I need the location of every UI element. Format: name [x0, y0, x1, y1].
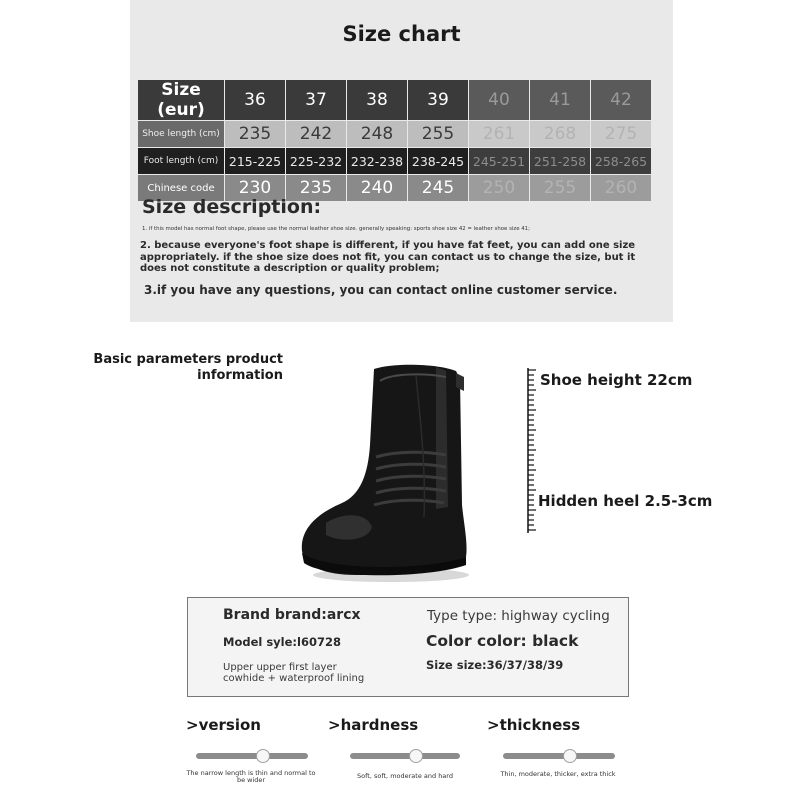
height-ruler	[526, 368, 538, 533]
table-cell: 225-232	[286, 148, 347, 175]
table-cell: 242	[286, 121, 347, 148]
table-cell: 245-251	[469, 148, 530, 175]
table-cell: 245	[408, 175, 469, 202]
version-track	[196, 753, 308, 759]
hidden-heel-label: Hidden heel 2.5-3cm	[538, 492, 713, 510]
parameters-heading-line-1: Basic parameters product	[93, 352, 283, 367]
table-cell: 260	[591, 175, 652, 202]
thickness-label: >thickness	[487, 716, 581, 734]
size-note-1: 1. if this model has normal foot shape, please use the normal leather shoe size. generally speaking: sports shoe size 42 = leather shoe size 41;	[142, 226, 530, 232]
table-cell: 240	[347, 175, 408, 202]
type-text: Type type: highway cycling	[427, 608, 610, 624]
table-cell: 230	[225, 175, 286, 202]
thickness-track	[503, 753, 615, 759]
table-cell: 37	[286, 80, 347, 121]
row-header: Chinese code	[138, 175, 225, 202]
shoe-height-label: Shoe height 22cm	[540, 371, 693, 389]
table-cell: 232-238	[347, 148, 408, 175]
table-cell: 268	[530, 121, 591, 148]
table-cell: 40	[469, 80, 530, 121]
table-cell: 42	[591, 80, 652, 121]
table-cell: 41	[530, 80, 591, 121]
hardness-label: >hardness	[328, 716, 419, 734]
size-note-3: 3.if you have any questions, you can contact online customer service.	[144, 283, 618, 297]
version-knob	[256, 749, 270, 763]
table-cell: 238-245	[408, 148, 469, 175]
table-cell: 235	[286, 175, 347, 202]
version-caption	[186, 770, 316, 784]
parameters-heading-line-2: information	[197, 368, 283, 383]
table-cell: 215-225	[225, 148, 286, 175]
product-info-box	[187, 597, 629, 697]
hardness-knob	[409, 749, 423, 763]
row-header: Foot length (cm)	[138, 148, 225, 175]
table-cell: 248	[347, 121, 408, 148]
upper-text	[223, 662, 364, 684]
hardness-caption: Soft, soft, moderate and hard	[357, 772, 453, 780]
row-header: Shoe length (cm)	[138, 121, 225, 148]
table-cell: 235	[225, 121, 286, 148]
size-description-heading: Size description:	[142, 196, 322, 218]
table-row	[138, 80, 652, 121]
table-cell: 36	[225, 80, 286, 121]
table-cell: 261	[469, 121, 530, 148]
size-chart-title: Size chart	[342, 22, 461, 46]
hardness-track	[350, 753, 460, 759]
table-row	[138, 148, 652, 175]
size-text: Size size:36/37/38/39	[426, 658, 564, 672]
version-caption-line-1: The narrow length is thin and normal to	[186, 769, 316, 777]
color-text: Color color: black	[426, 632, 579, 650]
size-table	[137, 79, 652, 202]
table-cell: 258-265	[591, 148, 652, 175]
table-cell: 39	[408, 80, 469, 121]
table-cell: 275	[591, 121, 652, 148]
model-text: Model syle:l60728	[223, 635, 341, 649]
table-cell: 255	[408, 121, 469, 148]
table-cell: 250	[469, 175, 530, 202]
upper-text-line-1: Upper upper first layer	[223, 662, 337, 673]
table-cell: 251-258	[530, 148, 591, 175]
parameters-heading	[60, 352, 283, 384]
boot-image	[296, 357, 476, 587]
size-note-2: 2. because everyone's foot shape is different, if you have fat feet, you can add one size appropriately. if the shoe size does not fit, you can contact us to change the size, but it does not constitute a description or quality problem;	[140, 240, 636, 274]
brand-text: Brand brand:arcx	[223, 607, 361, 623]
table-cell: 255	[530, 175, 591, 202]
upper-text-line-2: cowhide + waterproof lining	[223, 673, 365, 684]
table-row	[138, 121, 652, 148]
thickness-knob	[563, 749, 577, 763]
row-header: Size (eur)	[138, 80, 225, 121]
table-cell: 38	[347, 80, 408, 121]
version-caption-line-2: be wider	[236, 776, 266, 784]
version-label: >version	[186, 716, 261, 734]
thickness-caption: Thin, moderate, thicker, extra thick	[500, 770, 616, 778]
